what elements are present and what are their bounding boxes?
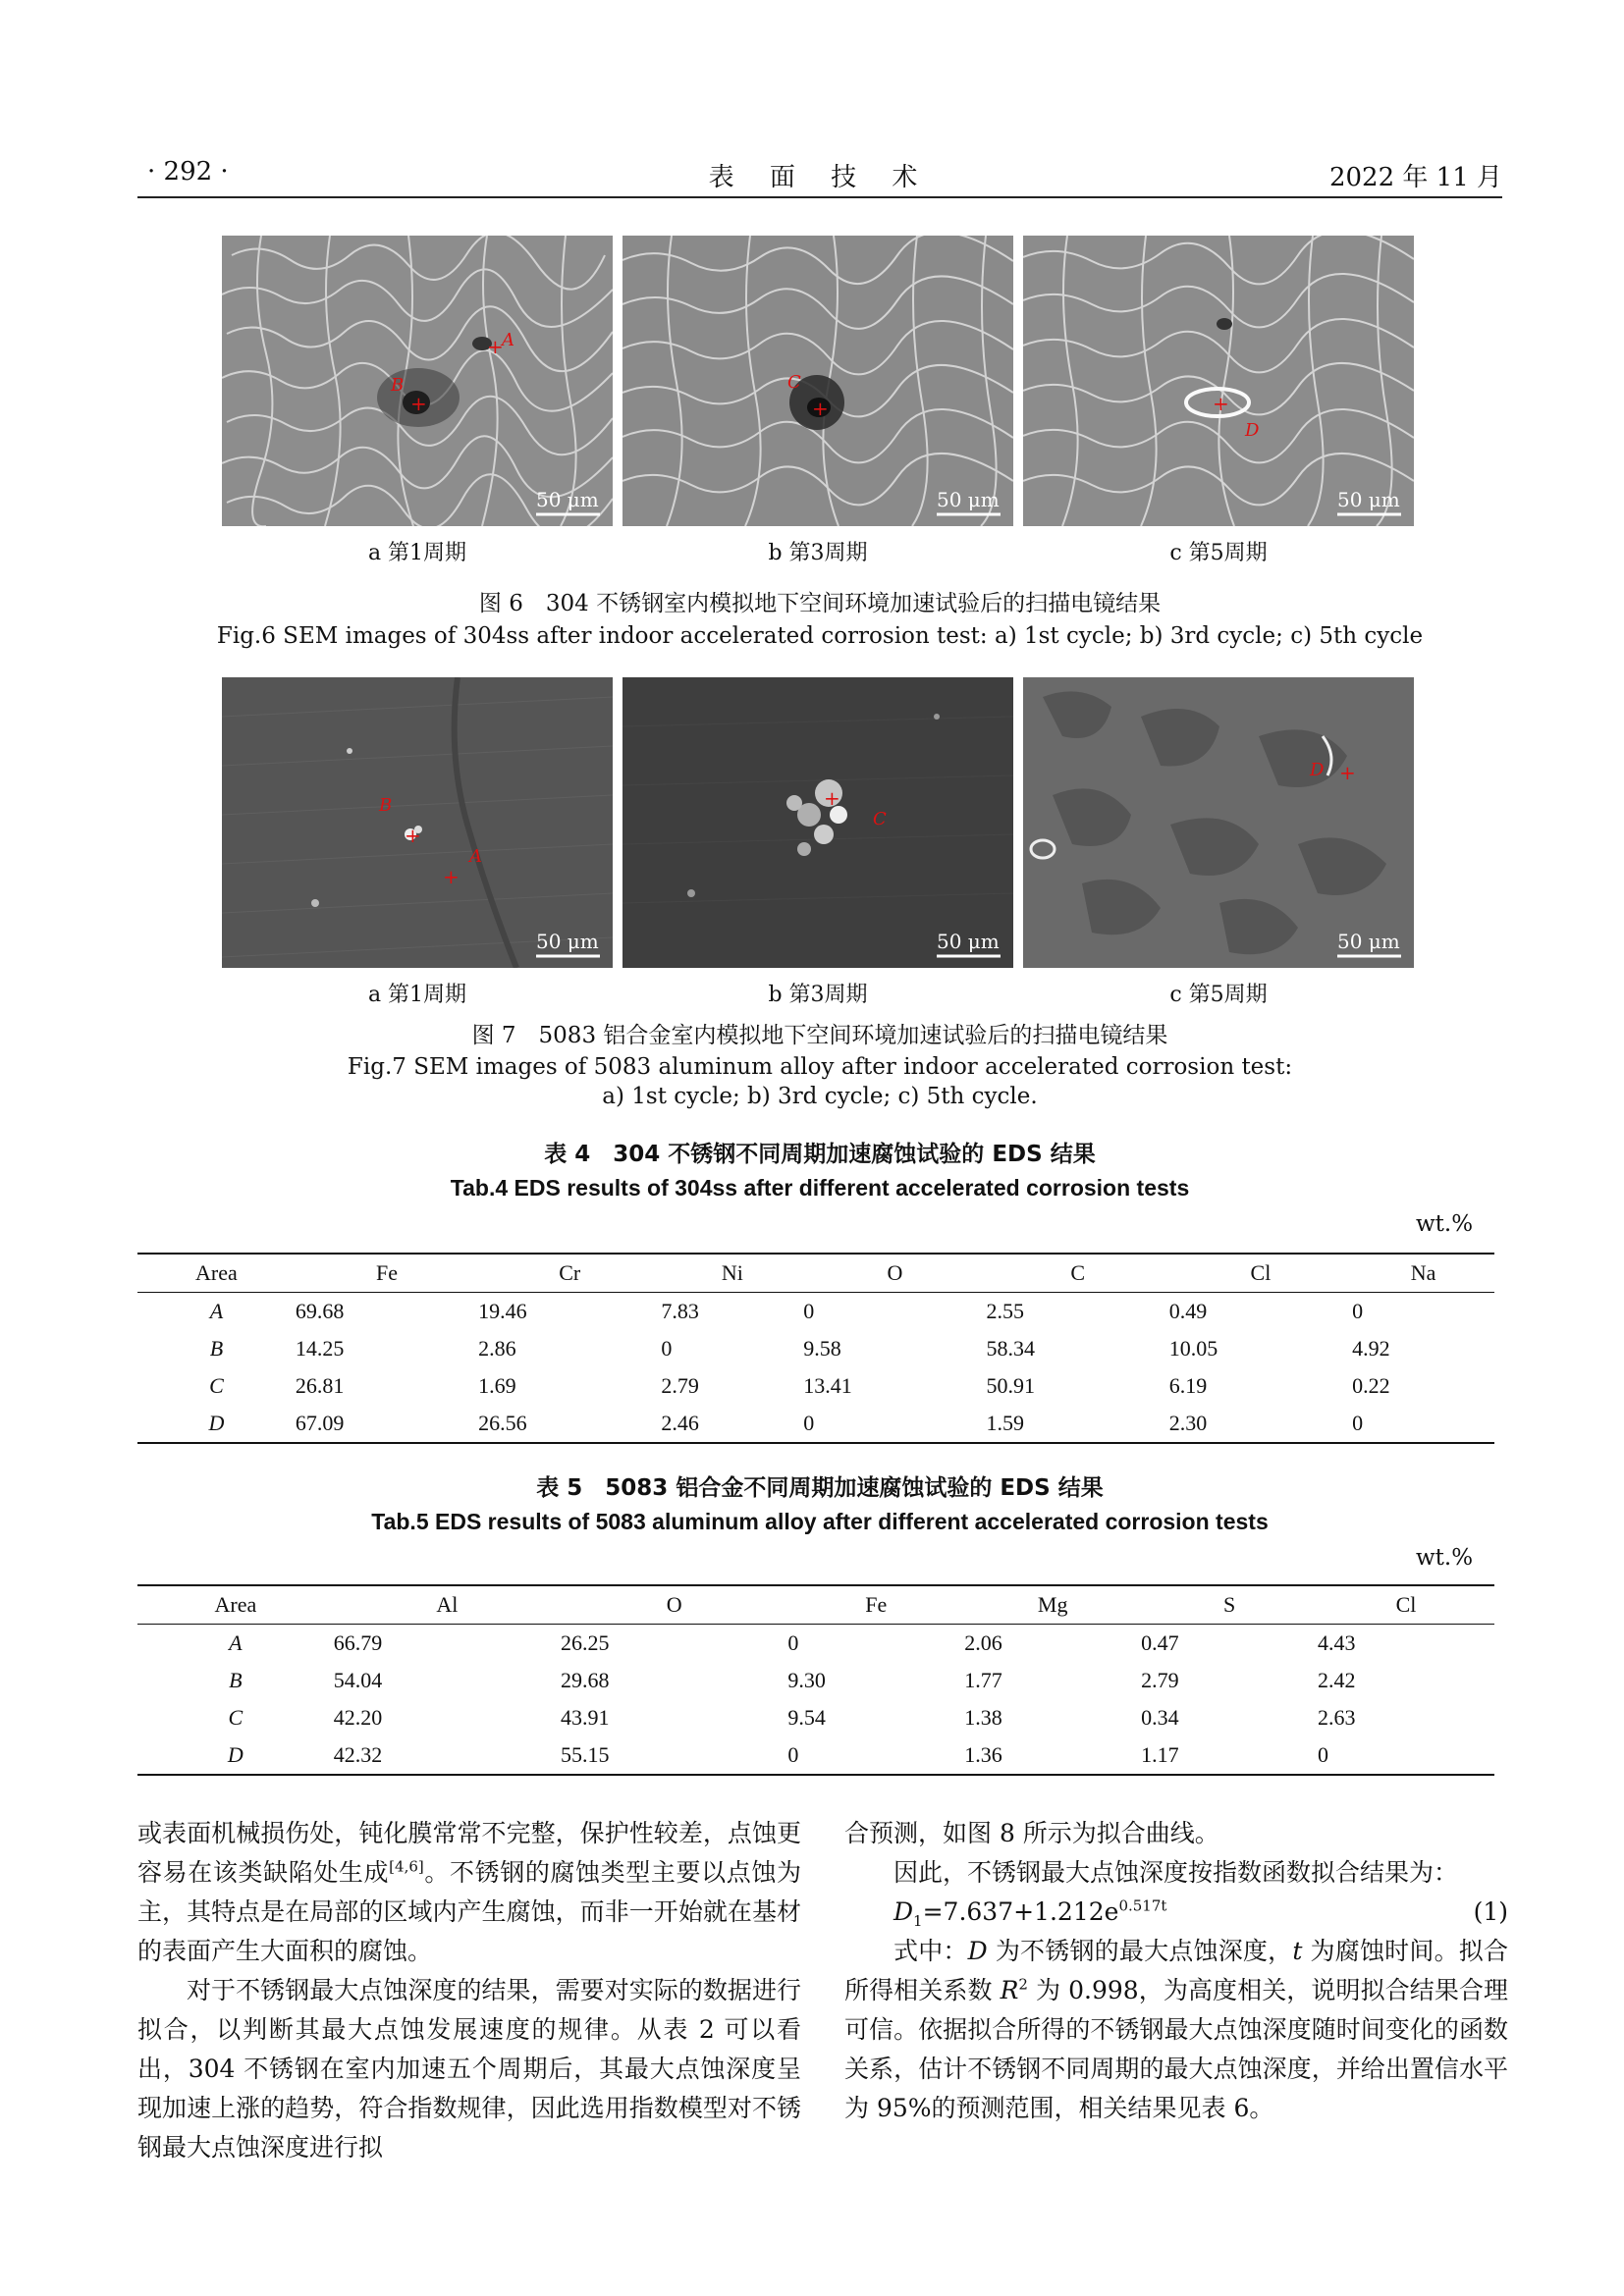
column-header: Cl bbox=[1250, 1260, 1272, 1285]
table5 bbox=[137, 1584, 1494, 1776]
citation: [4,6] bbox=[389, 1857, 424, 1876]
table-header-row bbox=[137, 1585, 1494, 1625]
table-cell: 0 bbox=[803, 1299, 815, 1323]
table-cell: A bbox=[229, 1630, 243, 1655]
table-cell: 9.30 bbox=[787, 1668, 826, 1692]
table-cell: 0 bbox=[787, 1742, 799, 1767]
column-header: Cl bbox=[1395, 1592, 1417, 1617]
table-cell: 1.38 bbox=[964, 1705, 1002, 1730]
fig7-sublabel-c: c 第5周期 bbox=[1169, 983, 1268, 1007]
table-cell: 19.46 bbox=[478, 1299, 527, 1323]
table-cell: 0 bbox=[661, 1336, 673, 1361]
fig7-panel-b bbox=[623, 677, 1013, 968]
marker-C: C bbox=[787, 372, 801, 393]
svg-text:+: + bbox=[812, 397, 829, 420]
paragraph: 式中：D 为不锈钢的最大点蚀深度，t 为腐蚀时间。拟合所得相关系数 $R^2$ 为 0.998，为高度相关，说明拟合结果合理可信。依据拟合所得的不锈钢最大点蚀深度随时间变化的函数关系，估计不锈钢不同周期的最大点蚀深度，并给出置信水平为 95%的预测范围，相关结果见表 6。 bbox=[844, 1937, 1509, 2122]
table5-unit: wt.% bbox=[1416, 1545, 1474, 1571]
table-cell: B bbox=[209, 1336, 224, 1361]
table-cell: 0 bbox=[1352, 1411, 1364, 1435]
column-header: Ni bbox=[721, 1260, 743, 1285]
fig6-caption-en: Fig.6 SEM images of 304ss after indoor accelerated corrosion test: a) 1st cycle; b) 3rd cycle; c) 5th cycle bbox=[216, 623, 1424, 649]
equation-number: (1) bbox=[1473, 1897, 1508, 1926]
sem-image bbox=[1023, 677, 1414, 968]
scale-bar-label: 50 μm bbox=[937, 930, 1000, 953]
paragraph: 对于不锈钢最大点蚀深度的结果，需要对实际的数据进行拟合，以判断其最大点蚀发展速度的规律。从表 2 可以看出，304 不锈钢在室内加速五个周期后，其最大点蚀深度呈现加速上涨的趋势，符合指数规律，因此选用指数模型对不锈钢最大点蚀深度进行拟 bbox=[137, 1976, 801, 2162]
table-cell: 0.22 bbox=[1352, 1373, 1390, 1398]
marker-D: D bbox=[1310, 760, 1325, 780]
column-header: C bbox=[1070, 1260, 1085, 1285]
column-header: Cr bbox=[559, 1260, 581, 1285]
marker-B: B bbox=[391, 375, 405, 396]
table-cell: 1.17 bbox=[1141, 1742, 1179, 1767]
table-cell: 9.58 bbox=[803, 1336, 841, 1361]
table4-title-zh: 表 4 304 不锈钢不同周期加速腐蚀试验的 EDS 结果 bbox=[544, 1142, 1096, 1167]
paragraph: 因此，不锈钢最大点蚀深度按指数函数拟合结果为： bbox=[893, 1858, 1459, 1887]
marker-A: A bbox=[502, 330, 514, 350]
table-cell: 1.69 bbox=[478, 1373, 516, 1398]
table-cell: 54.04 bbox=[333, 1668, 383, 1692]
table-cell: 0 bbox=[803, 1411, 815, 1435]
figure-6 bbox=[222, 236, 1414, 565]
table-cell: 1.36 bbox=[964, 1742, 1002, 1767]
column-header: S bbox=[1222, 1592, 1236, 1617]
table-cell: 0 bbox=[1352, 1299, 1364, 1323]
scale-bar-label: 50 μm bbox=[536, 930, 599, 953]
column-header: Fe bbox=[375, 1260, 398, 1285]
table-cell: 69.68 bbox=[295, 1299, 345, 1323]
svg-text:+: + bbox=[405, 824, 421, 847]
marker-C: C bbox=[873, 809, 887, 829]
table-cell: 42.32 bbox=[333, 1742, 383, 1767]
fig6-panel-c bbox=[1023, 236, 1414, 526]
table-cell: 26.56 bbox=[478, 1411, 527, 1435]
table-cell: 2.30 bbox=[1168, 1411, 1208, 1435]
running-header bbox=[137, 157, 1502, 206]
table-cell: 2.42 bbox=[1318, 1668, 1356, 1692]
fig7-panel-c bbox=[1023, 677, 1414, 968]
scale-bar-label: 50 μm bbox=[937, 488, 1000, 511]
table-row bbox=[137, 1736, 1494, 1775]
table-row bbox=[137, 1625, 1494, 1663]
table-cell: 42.20 bbox=[333, 1705, 383, 1730]
table-cell: 2.86 bbox=[478, 1336, 516, 1361]
sem-image bbox=[623, 677, 1013, 968]
fig6-caption-zh: 图 6 304 不锈钢室内模拟地下空间环境加速试验后的扫描电镜结果 bbox=[478, 591, 1162, 616]
fig6-panel-a bbox=[222, 236, 613, 526]
fig6-panel-b bbox=[623, 236, 1013, 526]
column-header: Na bbox=[1410, 1260, 1436, 1285]
table-row bbox=[137, 1293, 1494, 1331]
svg-text:+: + bbox=[1339, 761, 1356, 784]
table-row bbox=[137, 1662, 1494, 1699]
column-header: Area bbox=[214, 1592, 257, 1617]
table-cell: 0.47 bbox=[1141, 1630, 1179, 1655]
fig7-sublabel-b: b 第3周期 bbox=[768, 983, 868, 1007]
table-cell: 58.34 bbox=[986, 1336, 1036, 1361]
sem-image bbox=[623, 236, 1013, 526]
column-header: Mg bbox=[1037, 1592, 1068, 1617]
fig7-panel-a bbox=[222, 677, 613, 968]
table-cell: 50.91 bbox=[986, 1373, 1036, 1398]
table-cell: A bbox=[209, 1299, 224, 1323]
fig6-sublabel-a: a 第1周期 bbox=[367, 541, 467, 565]
table5-title-zh: 表 5 5083 铝合金不同周期加速腐蚀试验的 EDS 结果 bbox=[536, 1475, 1104, 1501]
scale-bar-label: 50 μm bbox=[1337, 930, 1400, 953]
table4 bbox=[137, 1253, 1494, 1444]
sem-image bbox=[222, 677, 613, 968]
marker-B: B bbox=[379, 795, 393, 816]
header-rule bbox=[137, 196, 1502, 198]
table-cell: 0 bbox=[787, 1630, 799, 1655]
table-cell: C bbox=[209, 1373, 224, 1398]
page-number: · 292 · bbox=[147, 157, 229, 187]
scale-bar-label: 50 μm bbox=[1337, 488, 1400, 511]
table-cell: 43.91 bbox=[561, 1705, 610, 1730]
table-cell: 1.59 bbox=[986, 1411, 1025, 1435]
fig7-caption-en-1: Fig.7 SEM images of 5083 aluminum alloy after indoor accelerated corrosion test: bbox=[347, 1054, 1293, 1080]
sem-image bbox=[222, 236, 613, 526]
body-left-column bbox=[137, 1814, 801, 2167]
table-cell: C bbox=[228, 1705, 244, 1730]
paragraph: 或表面机械损伤处，钝化膜常常不完整，保护性较差，点蚀更容易在该类缺陷处生成[4,6]。不锈钢的腐蚀类型主要以点蚀为主，其特点是在局部的区域内产生腐蚀，而非一开始就在基材的表面产生大面积的腐蚀。 bbox=[137, 1819, 801, 1965]
marker-A: A bbox=[469, 846, 482, 867]
journal-title: 表 面 技 术 bbox=[708, 163, 932, 192]
table-cell: 2.55 bbox=[986, 1299, 1025, 1323]
table-cell: 4.92 bbox=[1352, 1336, 1390, 1361]
table-cell: 2.46 bbox=[661, 1411, 699, 1435]
column-header: Fe bbox=[865, 1592, 888, 1617]
table-header-row bbox=[137, 1254, 1494, 1293]
svg-text:+: + bbox=[487, 335, 504, 358]
table-cell: 9.54 bbox=[787, 1705, 826, 1730]
equation-1: $D_1=7.637+1.212e^{0.517t}$ (1) bbox=[844, 1893, 1508, 1932]
svg-text:+: + bbox=[824, 786, 840, 810]
table-cell: 26.25 bbox=[561, 1630, 610, 1655]
fig6-sublabel-c: c 第5周期 bbox=[1169, 541, 1268, 565]
table-cell: 14.25 bbox=[295, 1336, 345, 1361]
table-cell: D bbox=[227, 1742, 244, 1767]
svg-text:+: + bbox=[410, 392, 427, 415]
table-cell: 2.79 bbox=[1141, 1668, 1179, 1692]
table5-title-en: Tab.5 EDS results of 5083 aluminum alloy after different accelerated corrosion tests bbox=[371, 1509, 1269, 1534]
column-header: Area bbox=[195, 1260, 238, 1285]
table-cell: 67.09 bbox=[295, 1411, 345, 1435]
svg-text:+: + bbox=[1213, 392, 1229, 415]
sem-image bbox=[1023, 236, 1414, 526]
table-row bbox=[137, 1367, 1494, 1405]
table-cell: 2.63 bbox=[1318, 1705, 1356, 1730]
fig6-sublabel-b: b 第3周期 bbox=[768, 541, 868, 565]
fig7-sublabel-a: a 第1周期 bbox=[367, 983, 467, 1007]
table-cell: 0 bbox=[1318, 1742, 1329, 1767]
table-cell: 55.15 bbox=[561, 1742, 610, 1767]
table4-unit: wt.% bbox=[1416, 1211, 1474, 1237]
fig7-caption-en-2: a) 1st cycle; b) 3rd cycle; c) 5th cycle. bbox=[602, 1084, 1038, 1109]
issue-date: 2022 年 11 月 bbox=[1328, 163, 1502, 192]
table-cell: 29.68 bbox=[561, 1668, 610, 1692]
table4-title-en: Tab.4 EDS results of 304ss after different accelerated corrosion tests bbox=[450, 1175, 1190, 1201]
table-cell: 66.79 bbox=[333, 1630, 383, 1655]
table-cell: 26.81 bbox=[295, 1373, 345, 1398]
table-cell: 1.77 bbox=[964, 1668, 1002, 1692]
table-cell: 2.79 bbox=[661, 1373, 699, 1398]
column-header: O bbox=[887, 1260, 903, 1285]
table-cell: 13.41 bbox=[803, 1373, 852, 1398]
table-row bbox=[137, 1405, 1494, 1443]
table-cell: 6.19 bbox=[1168, 1373, 1208, 1398]
table-cell: B bbox=[229, 1668, 243, 1692]
table-cell: 0.49 bbox=[1168, 1299, 1208, 1323]
column-header: Al bbox=[436, 1592, 459, 1617]
table-cell: D bbox=[208, 1411, 225, 1435]
body-right-column bbox=[844, 1814, 1508, 2128]
fig7-caption-zh: 图 7 5083 铝合金室内模拟地下空间环境加速试验后的扫描电镜结果 bbox=[471, 1023, 1168, 1048]
column-header: O bbox=[666, 1592, 682, 1617]
paragraph: 合预测，如图 8 所示为拟合曲线。 bbox=[844, 1819, 1219, 1847]
scale-bar-label: 50 μm bbox=[536, 488, 599, 511]
marker-D: D bbox=[1245, 420, 1260, 441]
table-row bbox=[137, 1699, 1494, 1736]
table-row bbox=[137, 1330, 1494, 1367]
svg-text:+: + bbox=[443, 865, 460, 888]
figure-7 bbox=[222, 677, 1414, 1007]
table-cell: 0.34 bbox=[1141, 1705, 1179, 1730]
table-cell: 10.05 bbox=[1168, 1336, 1218, 1361]
table-cell: 7.83 bbox=[661, 1299, 699, 1323]
table-cell: 4.43 bbox=[1318, 1630, 1356, 1655]
table-cell: 2.06 bbox=[964, 1630, 1002, 1655]
